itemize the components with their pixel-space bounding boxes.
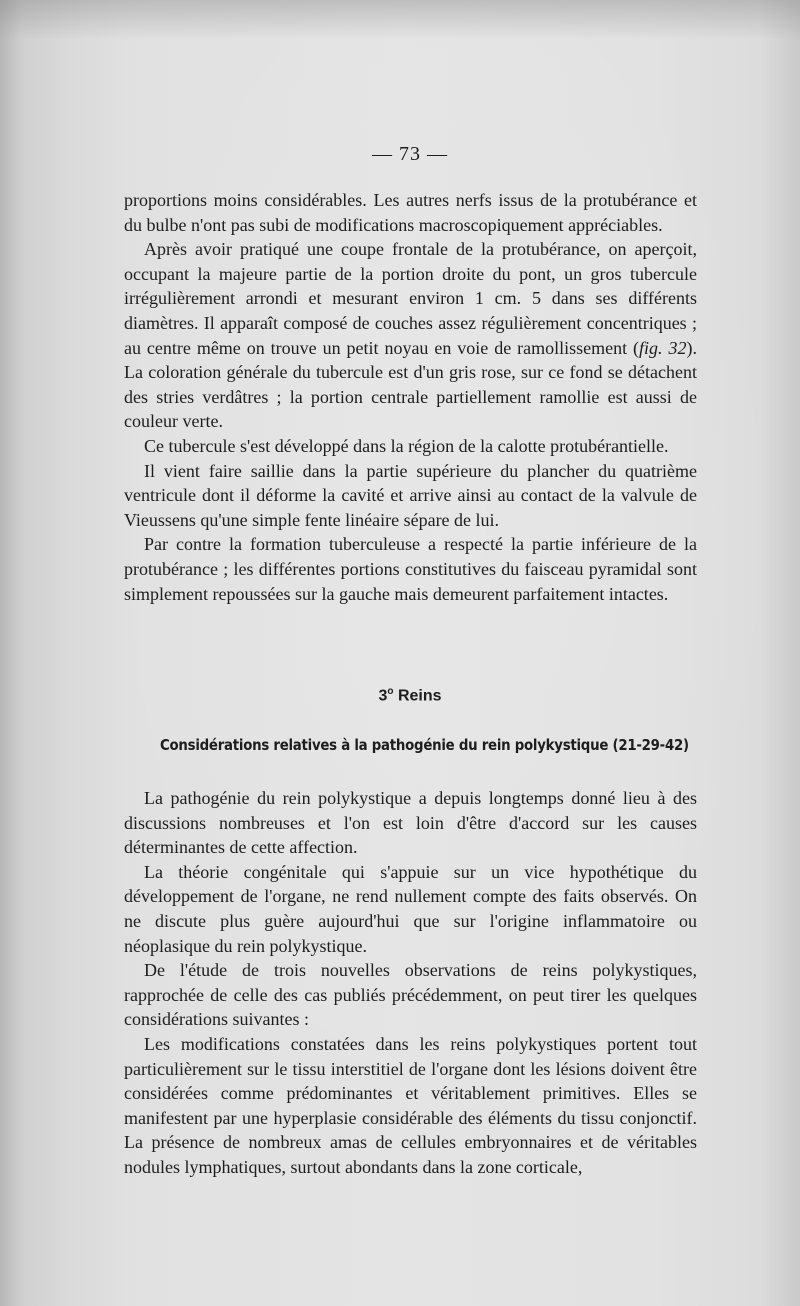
paragraph: Les modifications constatées dans les reins polykystiques portent tout particulièrement sur le tissu interstitiel de l'organe dont les lésions doivent être considérées comme prédominantes et véritablement primitives. Elles se manifestent par une hyperplasie considérable des éléments du tissu conjonctif. La présence de nombreux amas de cellules embryonnaires et de véritables nodules lymphatiques, surtout abondants dans la zone corticale, [124, 1033, 697, 1177]
paragraph [124, 237, 697, 434]
paragraph-text: Après avoir pratiqué une coupe frontale de la protubérance, on aperçoit, occupant la majeure partie de la portion droite du pont, un gros tubercule irrégulièrement arrondi et mesurant environ 1 cm. 5 dans ses différents diamètres. Il apparaît composé de couches assez régulièrement concentriques ; au centre même on trouve un petit noyau en voie de ramollissement ( [124, 239, 697, 358]
paragraph: Il vient faire saillie dans la partie supérieure du plancher du quatrième ventricule dont il déforme la cavité et arrive ainsi au contact de la valvule de Vieussens qu'une simple fente linéaire sépare de lui. [124, 460, 697, 530]
section-heading [0, 686, 800, 705]
page-number: — 73 — [372, 143, 448, 165]
section-title: Reins [397, 687, 442, 705]
paragraph: proportions moins considérables. Les autres nerfs issus de la protubérance et du bulbe n'ont pas subi de modifications macroscopiquement appréciables. [124, 190, 697, 235]
section-number: 3 [378, 687, 388, 705]
sub-heading: Considérations relatives à la pathogénie du rein polykystique (21-29-42) [160, 736, 689, 754]
section-number-sup: o [387, 686, 394, 697]
paragraph: La théorie congénitale qui s'appuie sur un vice hypothétique du développement de l'organe, ne rend nullement compte des faits observés. On ne discute plus guère aujourd'hui que sur l'origine inflammatoire ou néoplasique du rein polykystique. [124, 861, 697, 956]
text-block-reins [124, 786, 697, 1180]
text-block-tubercle [124, 188, 697, 606]
paragraph-text: ). La coloration générale du tubercule est d'un gris rose, sur ce fond se détachent des stries verdâtres ; la portion centrale partiellement ramollie est aussi de couleur verte. [124, 337, 697, 432]
paragraph: Par contre la formation tuberculeuse a respecté la partie inférieure de la protubérance ; les différentes portions constitutives du faisceau pyramidal sont simplement repoussées sur la gauche mais demeurent parfaitement intactes. [124, 534, 697, 604]
figure-reference: fig. 32 [639, 337, 687, 358]
paragraph: De l'étude de trois nouvelles observations de reins polykystiques, rapprochée de celle des cas publiés précédemment, on peut tirer les quelques considérations suivantes : [124, 960, 697, 1030]
paragraph: Ce tubercule s'est développé dans la région de la calotte protubérantielle. [144, 435, 669, 456]
paragraph: La pathogénie du rein polykystique a depuis longtemps donné lieu à des discussions nombreuses et l'on est loin d'être d'accord sur les causes déterminantes de cette affection. [124, 788, 697, 858]
